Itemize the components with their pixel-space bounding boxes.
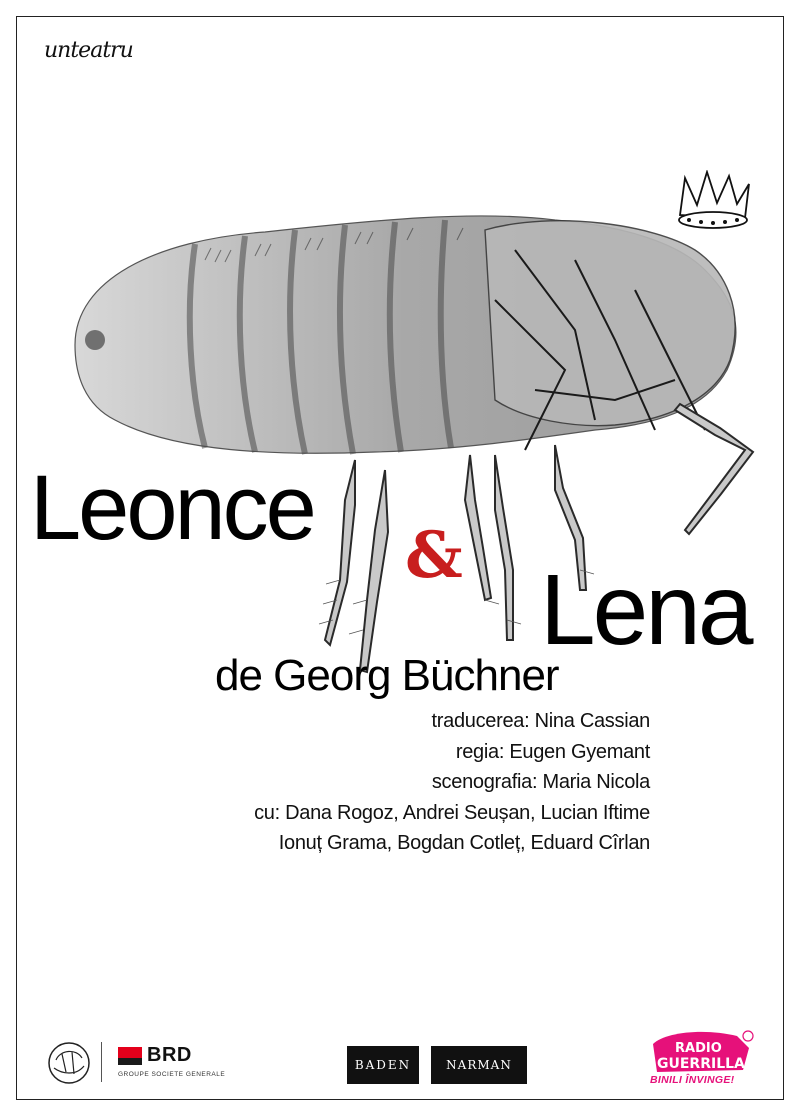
credits-block xyxy=(254,706,650,859)
unteatru-logo: unteatru xyxy=(44,38,133,63)
title-lena: Lena xyxy=(540,554,751,666)
baden-logo: BADEN xyxy=(347,1046,419,1084)
credit-director: regia: Eugen Gyemant xyxy=(455,740,650,763)
title-ampersand: & xyxy=(405,518,463,593)
author-line: de Georg Büchner xyxy=(215,651,559,700)
title-leonce: Leonce xyxy=(30,457,314,559)
sponsor-bar xyxy=(0,1030,800,1090)
brain-logo-icon xyxy=(46,1040,92,1086)
credit-scenography: scenografia: Maria Nicola xyxy=(431,771,650,793)
credit-translation: traducerea: Nina Cassian xyxy=(431,710,650,732)
svg-text:GUERRILLA: GUERRILLA xyxy=(657,1056,745,1072)
brd-subtitle: GROUPE SOCIETE GENERALE xyxy=(118,1071,226,1078)
credit-cast-2: Ionuț Grama, Bogdan Cotleț, Eduard Cîrlan xyxy=(278,832,650,854)
brd-name: BRD xyxy=(147,1044,192,1066)
sponsor-divider xyxy=(101,1042,102,1082)
brd-logo-icon xyxy=(118,1047,142,1065)
svg-text:RADIO: RADIO xyxy=(675,1041,722,1056)
crown-icon xyxy=(679,172,749,228)
credit-cast-1: cu: Dana Rogoz, Andrei Seușan, Lucian Iftime xyxy=(254,801,650,824)
narman-logo: NARMAN xyxy=(431,1046,527,1084)
radio-slogan: BINILI ÎNVINGE! xyxy=(650,1074,735,1086)
